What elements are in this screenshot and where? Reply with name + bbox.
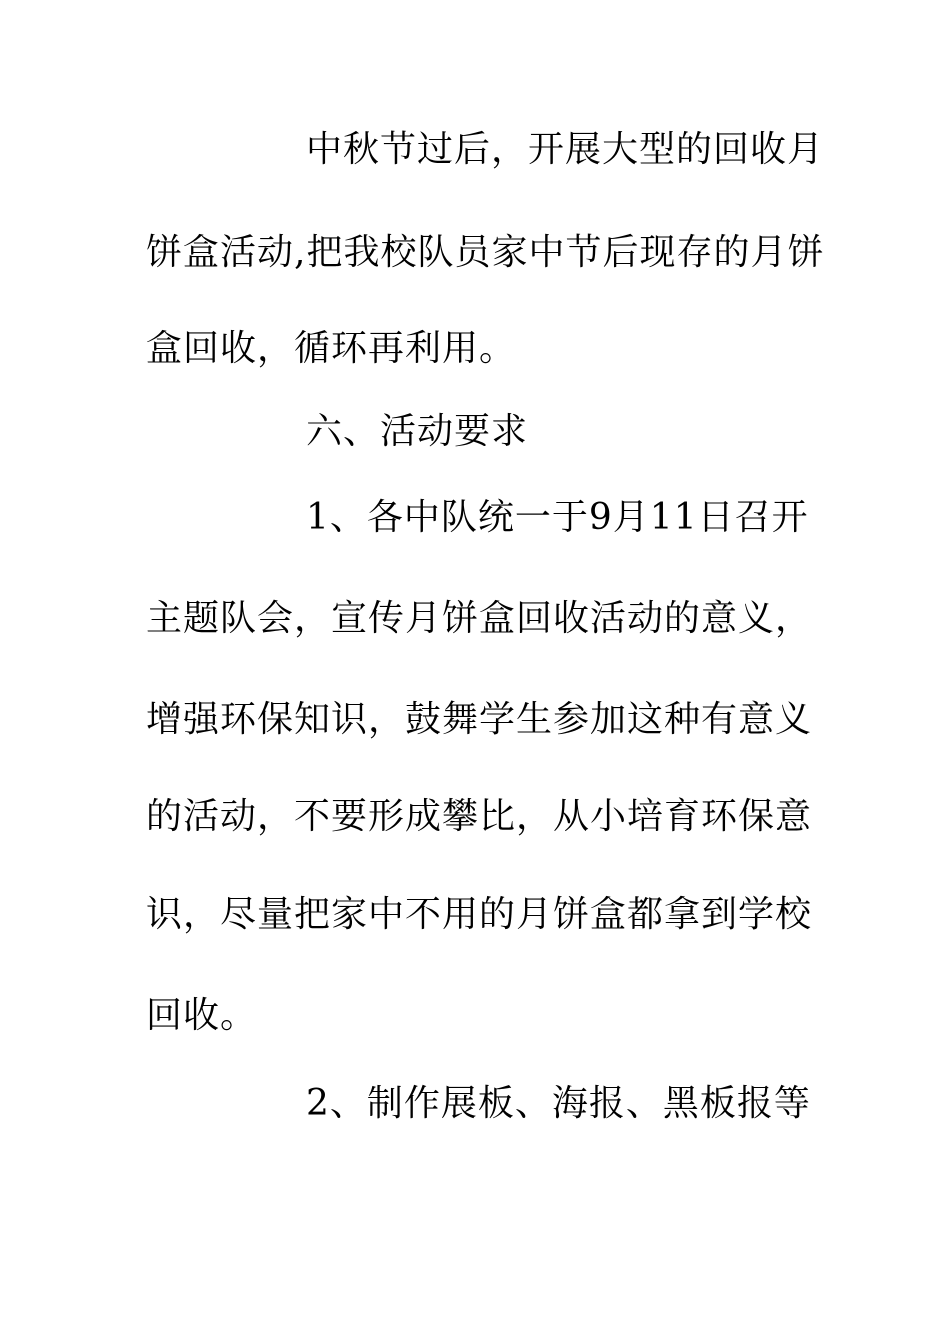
- paragraph-line: 1、各中队统一于9月11日召开: [306, 497, 809, 538]
- paragraph-line: 的活动，不要形成攀比，从小培育环保意: [146, 796, 813, 837]
- paragraph-line: 识，尽量把家中不用的月饼盒都拿到学校: [146, 894, 813, 935]
- paragraph-line: 主题队会，宣传月饼盒回收活动的意义，: [146, 598, 813, 639]
- paragraph-line: 增强环保知识，鼓舞学生参加这种有意义: [146, 699, 813, 740]
- section-heading: 六、活动要求: [306, 411, 529, 452]
- paragraph-line: 2、制作展板、海报、黑板报等: [306, 1083, 811, 1124]
- paragraph-line: 中秋节过后，开展大型的回收月: [306, 129, 825, 170]
- paragraph-line: 回收。: [146, 995, 258, 1036]
- paragraph-line: 饼盒活动,把我校队员家中节后现存的月饼: [146, 232, 825, 273]
- paragraph-line: 盒回收，循环再利用。: [146, 328, 517, 369]
